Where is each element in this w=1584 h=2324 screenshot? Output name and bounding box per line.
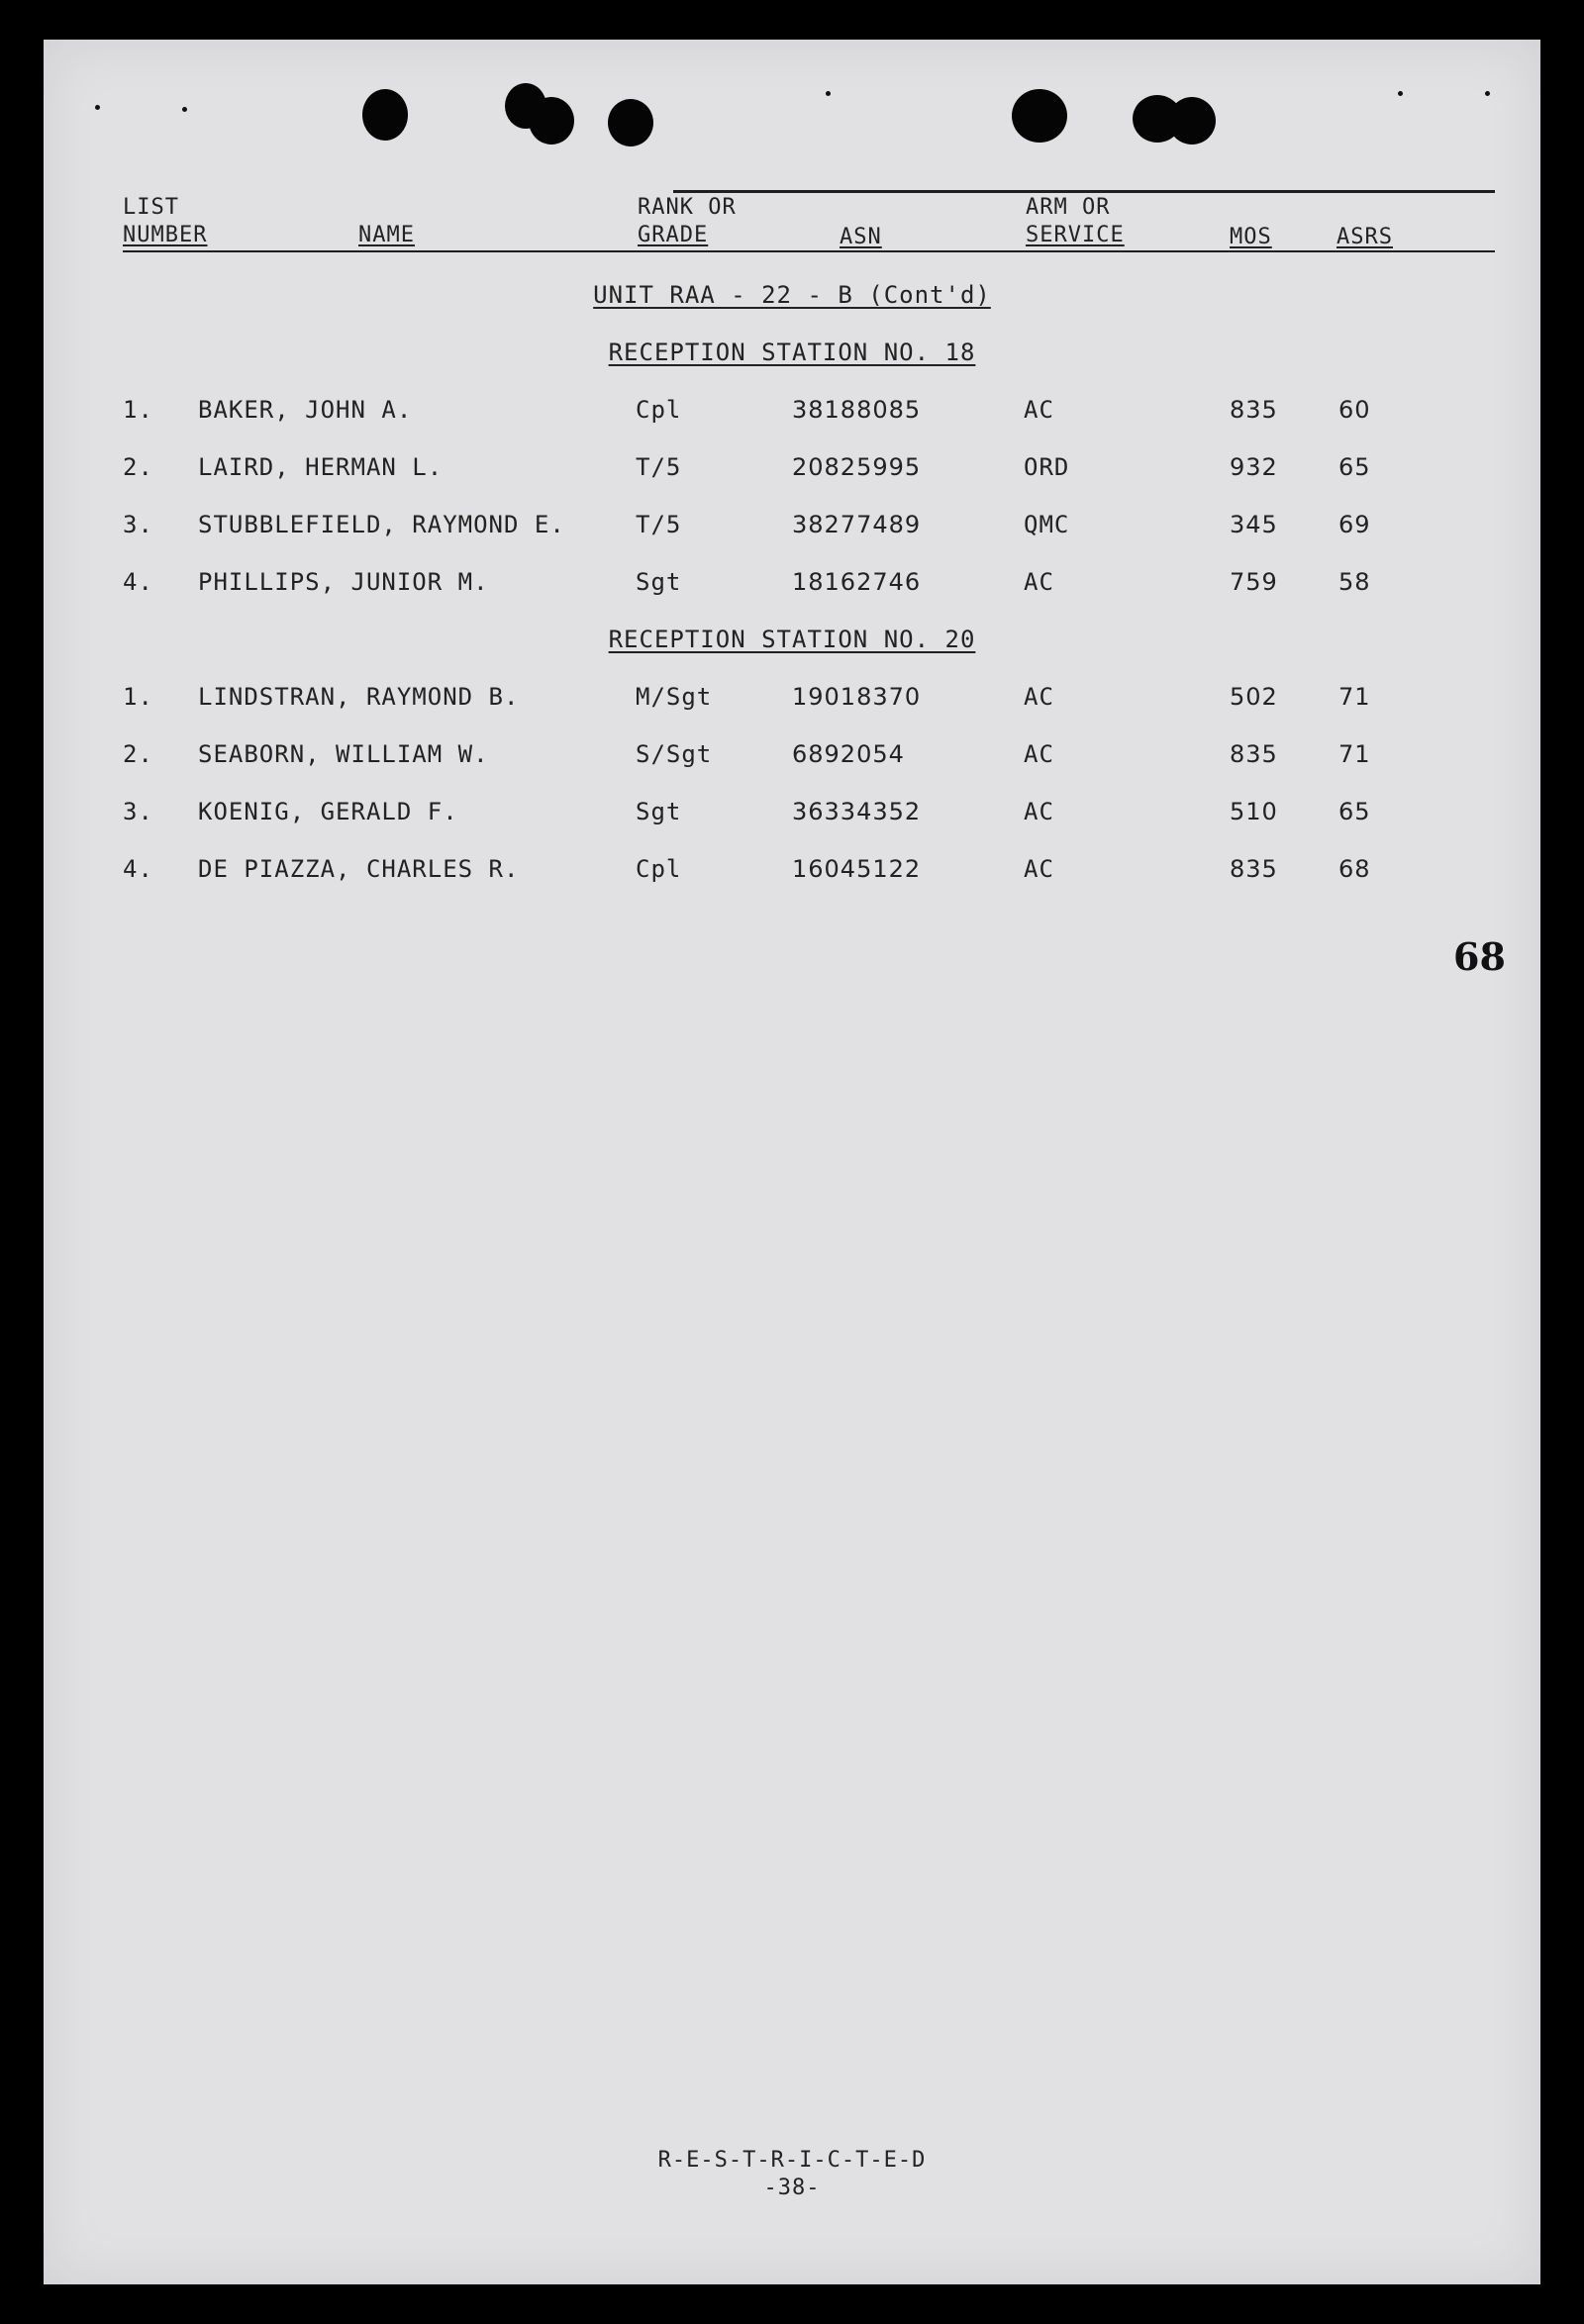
table-row bbox=[44, 453, 1540, 487]
speck bbox=[182, 107, 187, 112]
header-name: NAME bbox=[358, 223, 415, 247]
rank: M/Sgt bbox=[636, 683, 713, 711]
person-name: STUBBLEFIELD, RAYMOND E. bbox=[198, 511, 565, 538]
header-top-rule bbox=[673, 190, 1495, 193]
asn: 18162746 bbox=[792, 568, 922, 596]
rank: Sgt bbox=[636, 798, 682, 825]
rank: Cpl bbox=[636, 855, 682, 883]
table-row bbox=[44, 740, 1540, 774]
mos: 510 bbox=[1230, 798, 1278, 825]
mos: 345 bbox=[1230, 511, 1278, 538]
table-row bbox=[44, 855, 1540, 889]
arm-or-service: AC bbox=[1024, 855, 1054, 883]
speck bbox=[95, 105, 100, 110]
mos: 932 bbox=[1230, 453, 1278, 481]
header-bottom-rule bbox=[123, 250, 1495, 252]
asrs: 71 bbox=[1338, 740, 1371, 768]
asn: 19018370 bbox=[792, 683, 922, 711]
mos: 835 bbox=[1230, 740, 1278, 768]
person-name: LINDSTRAN, RAYMOND B. bbox=[198, 683, 520, 711]
table-row bbox=[44, 396, 1540, 430]
asn: 36334352 bbox=[792, 798, 922, 825]
asrs: 69 bbox=[1338, 511, 1371, 538]
mos: 835 bbox=[1230, 855, 1278, 883]
asrs: 65 bbox=[1338, 798, 1371, 825]
arm-or-service: QMC bbox=[1024, 511, 1070, 538]
mos: 502 bbox=[1230, 683, 1278, 711]
rank: S/Sgt bbox=[636, 740, 713, 768]
mos: 835 bbox=[1230, 396, 1278, 424]
table-row bbox=[44, 511, 1540, 544]
unit-title: UNIT RAA - 22 - B (Cont'd) bbox=[593, 281, 991, 309]
header-mos: MOS bbox=[1230, 225, 1272, 249]
table-row bbox=[44, 568, 1540, 602]
asrs: 58 bbox=[1338, 568, 1371, 596]
asn: 16045122 bbox=[792, 855, 922, 883]
list-number: 2. bbox=[123, 740, 153, 768]
classification-marking: R-E-S-T-R-I-C-T-E-D bbox=[657, 2148, 927, 2173]
list-number: 4. bbox=[123, 568, 153, 596]
list-number: 3. bbox=[123, 511, 153, 538]
header-rank: RANK OR GRADE bbox=[638, 195, 737, 247]
speck bbox=[1485, 91, 1490, 96]
punch-hole bbox=[1168, 97, 1216, 145]
asrs: 60 bbox=[1338, 396, 1371, 424]
asn: 38277489 bbox=[792, 511, 922, 538]
rank: T/5 bbox=[636, 511, 682, 538]
header-list-number: LIST NUMBER bbox=[123, 195, 208, 247]
person-name: KOENIG, GERALD F. bbox=[198, 798, 458, 825]
person-name: DE PIAZZA, CHARLES R. bbox=[198, 855, 520, 883]
stamped-number: 68 bbox=[1453, 934, 1506, 979]
header-arm: ARM OR SERVICE bbox=[1026, 195, 1125, 247]
table-row bbox=[44, 798, 1540, 831]
person-name: SEABORN, WILLIAM W. bbox=[198, 740, 489, 768]
header-asn: ASN bbox=[840, 225, 882, 249]
arm-or-service: AC bbox=[1024, 740, 1054, 768]
page-number: -38- bbox=[763, 2176, 821, 2200]
asrs: 65 bbox=[1338, 453, 1371, 481]
list-number: 1. bbox=[123, 396, 153, 424]
punch-hole bbox=[362, 89, 408, 141]
punch-hole bbox=[1012, 89, 1067, 143]
arm-or-service: AC bbox=[1024, 568, 1054, 596]
person-name: PHILLIPS, JUNIOR M. bbox=[198, 568, 489, 596]
asrs: 71 bbox=[1338, 683, 1371, 711]
rank: Cpl bbox=[636, 396, 682, 424]
mos: 759 bbox=[1230, 568, 1278, 596]
speck bbox=[826, 91, 831, 96]
list-number: 2. bbox=[123, 453, 153, 481]
section-title: RECEPTION STATION NO. 18 bbox=[608, 339, 976, 366]
asn: 6892054 bbox=[792, 740, 905, 768]
punch-hole bbox=[529, 97, 574, 145]
asn: 20825995 bbox=[792, 453, 922, 481]
arm-or-service: AC bbox=[1024, 683, 1054, 711]
arm-or-service: ORD bbox=[1024, 453, 1070, 481]
header-asrs: ASRS bbox=[1336, 225, 1393, 249]
rank: Sgt bbox=[636, 568, 682, 596]
rank: T/5 bbox=[636, 453, 682, 481]
list-number: 4. bbox=[123, 855, 153, 883]
asn: 38188085 bbox=[792, 396, 922, 424]
list-number: 3. bbox=[123, 798, 153, 825]
arm-or-service: AC bbox=[1024, 798, 1054, 825]
arm-or-service: AC bbox=[1024, 396, 1054, 424]
document-page bbox=[44, 40, 1540, 2284]
list-number: 1. bbox=[123, 683, 153, 711]
speck bbox=[1398, 91, 1403, 96]
person-name: LAIRD, HERMAN L. bbox=[198, 453, 444, 481]
table-row bbox=[44, 683, 1540, 717]
punch-hole bbox=[608, 99, 653, 146]
asrs: 68 bbox=[1338, 855, 1371, 883]
section-title: RECEPTION STATION NO. 20 bbox=[608, 626, 976, 653]
person-name: BAKER, JOHN A. bbox=[198, 396, 413, 424]
